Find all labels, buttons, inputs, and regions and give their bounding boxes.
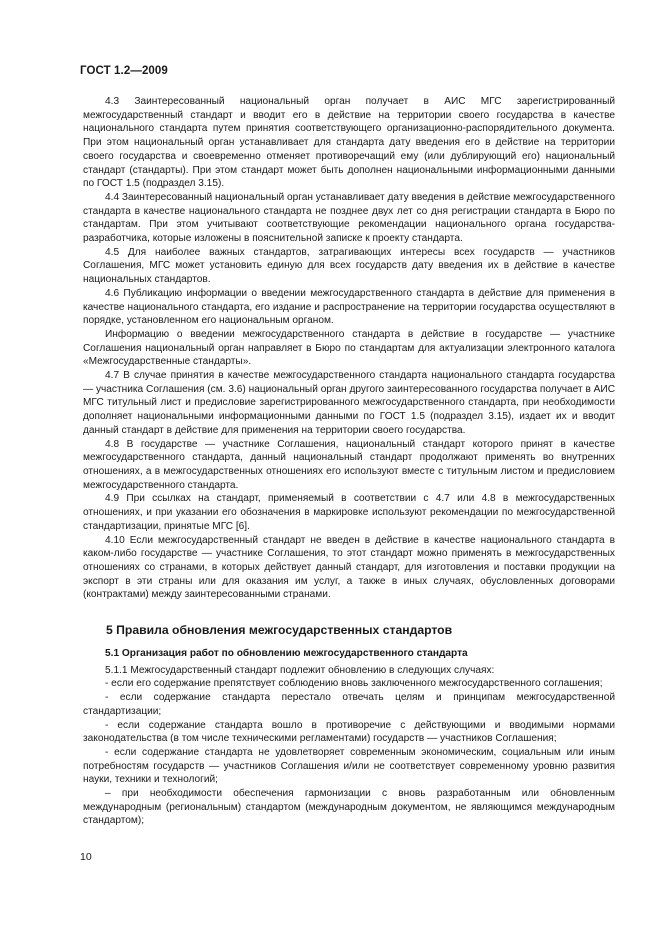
page-number: 10 [80, 851, 92, 863]
list-item: – при необходимости обеспечения гармонизации с вновь разработанным или обновленным международным (региональным) стандартом (международным документом, не являющимся международным стандартом); [83, 788, 615, 827]
paragraph-5-1-1: 5.1.1 Межгосударственный стандарт подлежит обновлению в следующих случаях: [105, 664, 495, 676]
paragraph-4-10: 4.10 Если межгосударственный стандарт не введен в действие в качестве национального стандарта в каком-либо государстве — участнике Соглашения, то этот стандарт можно применять в межгосударственных отношениях со странами, в которых действует данный стандарт, для изготовления и поставки продукции на экспорт в эти страны или для оказания им услуг, а также в иных случаях, обусловленных договорами (контрактами) между заинтересованными странами. [83, 534, 615, 601]
section-5-heading: 5 Правила обновления межгосударственных стандартов [106, 623, 453, 637]
subsection-5-1-heading: 5.1 Организация работ по обновлению межгосударственного стандарта [105, 648, 468, 659]
paragraph-4-9: 4.9 При ссылках на стандарт, применяемый в соответствии с 4.7 или 4.8 в межгосударственных отношениях, и при указании его обозначения в маркировке используют рекомендации по межгосударственной стандартизации, принятые МГС [6]. [83, 493, 615, 532]
list-item: - если содержание стандарта не удовлетворяет современным экономическим, социальным или иным потребностям государств — участников Соглашения и/или не соответствует современному уровню развития науки, техники и технологий; [83, 746, 615, 786]
paragraph-4-7: 4.7 В случае принятия в качестве межгосударственного стандарта национального стандарта государства — участника Соглашения (см. 3.6) национальный орган другого заинтересованного государства получает в АИС МГС титульный лист и предисловие зарегистрированного межгосударственного стандарта, при необходимости дополняет национальными информационными данными по ГОСТ 1.5 (подраздел 3.15), издает их и вводит данный стандарт в действие для применения на территории своего государства. [83, 370, 615, 436]
paragraph-4-6-info: Информацию о введении межгосударственного стандарта в действие в государстве — участнике Соглашения национальный орган направляет в Бюро по стандартам для актуализации электронного каталога «Межгосударственные стандарты». [83, 328, 615, 368]
paragraph-4-3: 4.3 Заинтересованный национальный орган получает в АИС МГС зарегистрированный межгосударственный стандарт и вводит его в действие на территории своего государства в качестве национального стандарта путем принятия соответствующего организационно-распорядительного документа. При этом национальный орган устанавливает для стандарта дату введения его в действие на территории своего государства и своевременно отменяет противоречащий ему (или дублирующий его) национальный стандарт (стандарты). При этом стандарт может быть дополнен национальными информационными данными по ГОСТ 1.5 (подраздел 3.15). [83, 96, 615, 190]
paragraph-4-8: 4.8 В государстве — участнике Соглашения, национальный стандарт которого принят в качестве межгосударственного стандарта, данный национальный стандарт продолжают применять во внутренних отношениях, а в межгосударственных отношениях его используют вместе с титульным листом и предисловием межгосударственного стандарта. [83, 438, 615, 491]
paragraph-4-6: 4.6 Публикацию информации о введении межгосударственного стандарта в действие для применения в качестве национального стандарта, его издание и распространение на территории государства осуществляют в порядке, установленном его национальным органом. [83, 287, 615, 327]
list-item: - если его содержание препятствует соблюдению вновь заключенного межгосударственного соглашения; [105, 678, 603, 690]
section-5-text [83, 647, 615, 828]
list-item: - если содержание стандарта перестало отвечать целям и принципам межгосударственной стандартизации; [83, 692, 615, 717]
list-item: - если содержание стандарта вошло в противоречие с действующими и вводимыми нормами законодательства (в том числе техническими регламентами) государств — участников Соглашения; [83, 719, 615, 745]
section-4-text [83, 95, 615, 602]
paragraph-4-4: 4.4 Заинтересованный национальный орган устанавливает дату введения в действие межгосударственного стандарта в качестве национального стандарта не позднее двух лет со дня регистрации стандарта в Бюро по стандартам. При этом учитывают соответствующие рекомендации национального органа государства-разработчика, которые изложены в пояснительной записке к проекту стандарта. [83, 191, 615, 245]
standard-code-header: ГОСТ 1.2—2009 [80, 65, 168, 77]
paragraph-4-5: 4.5 Для наиболее важных стандартов, затрагивающих интересы всех государств — участников Соглашения, МГС может установить единую для всех государств дату введения их в действие в качестве национальных стандартов. [83, 246, 615, 286]
